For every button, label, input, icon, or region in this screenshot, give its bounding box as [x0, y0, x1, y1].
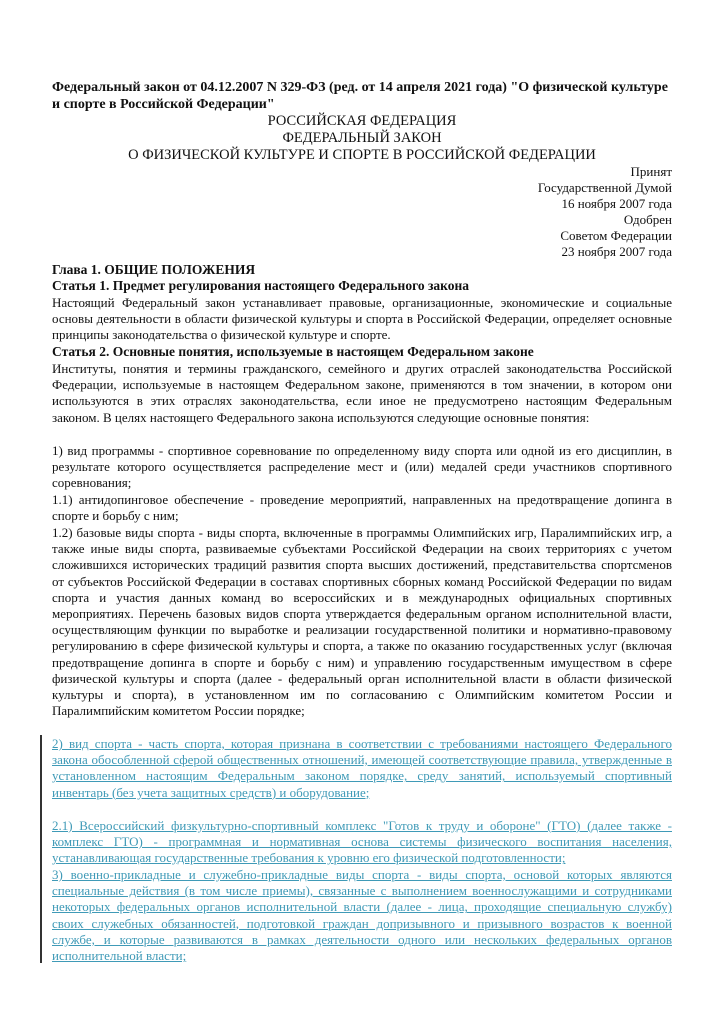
header-law-name: О ФИЗИЧЕСКОЙ КУЛЬТУРЕ И СПОРТЕ В РОССИЙСКОЙ ФЕДЕРАЦИИ: [128, 147, 596, 163]
adoption-line: 23 ноября 2007 года: [561, 244, 672, 259]
adoption-line: Принят: [630, 164, 672, 179]
definition-item-link[interactable]: 3) военно-прикладные и служебно-прикладные виды спорта - виды спорта, основой которых являются специальные действия (в том числе приемы), связанные с выполнением военнослужащими и сотрудниками некоторых федеральных органов исполнительной власти (далее - лица, проходящие специальную службу) своих служебных обязанностей, подготовкой граждан допризывного и призывного возрастов к военной службе, и которые развиваются в рамках деятельности одного или нескольких федеральных органов исполнительной власти;: [52, 867, 672, 964]
article-2-heading: Статья 2. Основные понятия, используемые в настоящем Федеральном законе: [52, 344, 534, 359]
change-marker-bar: [40, 735, 42, 963]
document-title: Федеральный закон от 04.12.2007 N 329-ФЗ (ред. от 14 апреля 2021 года) "О физической культуре и спорте в Российской Федерации": [52, 80, 668, 112]
article-2-intro: Институты, понятия и термины гражданского, семейного и других отраслей законодательства Российской Федерации, используемые в настоящем Федеральном законе, применяются в том значении, в котором они используются в этих отраслях законодательства, если иное не предусмотрено настоящим Федеральным законом. В целях настоящего Федерального закона используются следующие основные понятия:: [52, 361, 672, 425]
article-1-text: Настоящий Федеральный закон устанавливает правовые, организационные, экономические и социальные основы деятельности в области физической культуры и спорта в Российской Федерации, определяет основные принципы законодательства о физической культуре и спорте.: [52, 295, 672, 343]
adoption-line: 16 ноября 2007 года: [561, 196, 672, 211]
adoption-line: Одобрен: [623, 212, 672, 227]
chapter-heading: Глава 1. ОБЩИЕ ПОЛОЖЕНИЯ: [52, 262, 256, 277]
header-law-type: ФЕДЕРАЛЬНЫЙ ЗАКОН: [282, 130, 442, 146]
definition-item-link[interactable]: 2) вид спорта - часть спорта, которая признана в соответствии с требованиями настоящего Федерального закона обособленной сферой общественных отношений, имеющей соответствующие правила, утвержденные в установленном настоящим Федеральным законом порядке, среду занятий, используемый спортивный инвентарь (без учета защитных средств) и оборудование;: [52, 736, 672, 800]
adoption-line: Государственной Думой: [537, 180, 672, 195]
header-country: РОССИЙСКАЯ ФЕДЕРАЦИЯ: [267, 113, 457, 129]
adoption-line: Советом Федерации: [560, 228, 672, 243]
definition-item: 1.1) антидопинговое обеспечение - проведение мероприятий, направленных на предотвращение допинга в спорте и борьбу с ним;: [52, 492, 672, 524]
definition-item: 1) вид программы - спортивное соревнование по определенному виду спорта или одной из его дисциплин, в результате которого осуществляется распределение мест и (или) медалей среди участников спортивного соревнования;: [52, 443, 672, 491]
article-1-heading: Статья 1. Предмет регулирования настоящего Федерального закона: [52, 278, 470, 293]
definition-item: 1.2) базовые виды спорта - виды спорта, включенные в программы Олимпийских игр, Паралимпийских игр, а также иные виды спорта, развиваемые субъектами Российской Федерации на своих территориях с учетом сложившихся исторических традиций развития спорта высших достижений, представительства спортсменов от субъектов Российской Федерации в составах спортивных сборных команд Российской Федерации по видам спорта и участия данных команд во всероссийских и в международных официальных спортивных мероприятиях. Перечень базовых видов спорта утверждается федеральным органом исполнительной власти, осуществляющим функции по выработке и реализации государственной политики и нормативно-правовому регулированию в сфере физической культуры и спорта, а также по оказанию государственных услуг (включая предотвращение допинга в спорте и борьбу с ним) и управлению государственным имуществом в сфере физической культуры и спорта (далее - федеральный орган исполнительной власти в области физической культуры и спорта), в установленном им по согласованию с Олимпийским комитетом России и Паралимпийским комитетом России порядке;: [52, 525, 672, 719]
definition-item-link[interactable]: 2.1) Всероссийский физкультурно-спортивный комплекс "Готов к труду и обороне" (ГТО) (далее также - комплекс ГТО) - программная и нормативная основа системы физического воспитания населения, устанавливающая государственные требования к уровню его физической подготовленности;: [52, 818, 672, 866]
